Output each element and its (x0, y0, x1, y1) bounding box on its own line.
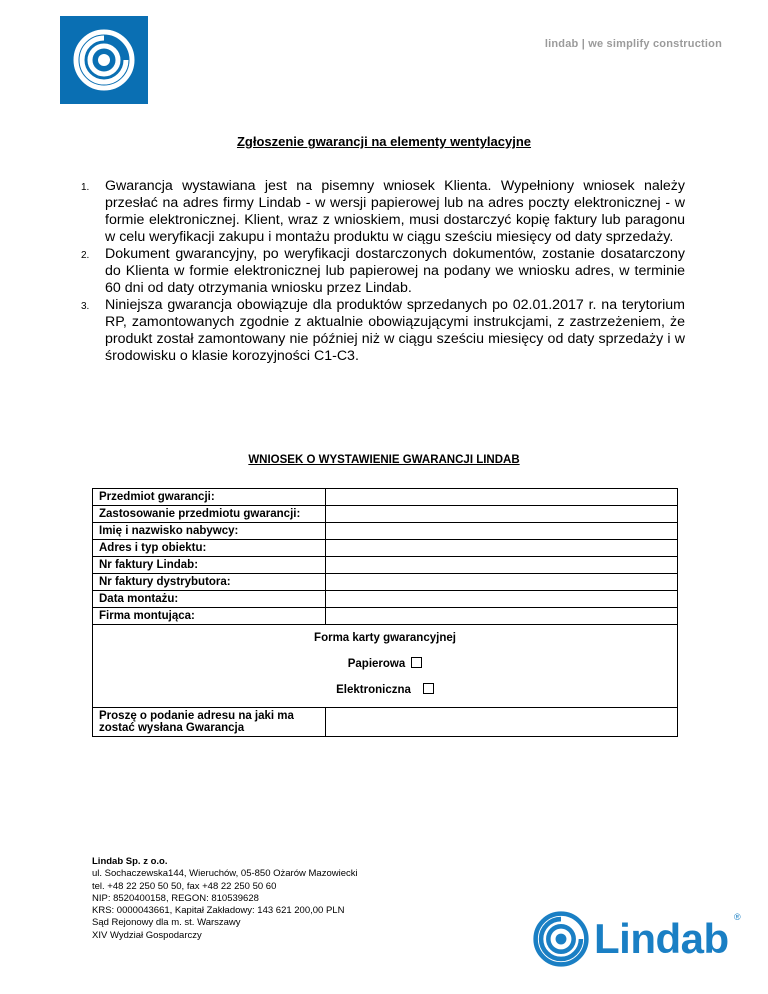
lindab-circle-icon (72, 28, 136, 92)
electronic-checkbox[interactable] (423, 683, 434, 694)
brand-wordmark: Lindab (594, 915, 729, 962)
form-input-cell[interactable] (326, 591, 678, 608)
lindab-brand-logo (532, 910, 741, 968)
company-footer (92, 856, 358, 942)
footer-line: tel. +48 22 250 50 50, fax +48 22 250 50 60 (92, 880, 277, 892)
form-input-cell[interactable] (326, 540, 678, 557)
form-input-cell[interactable] (326, 557, 678, 574)
option-paper (99, 653, 671, 679)
form-input-cell[interactable] (326, 574, 678, 591)
option-paper-label: Papierowa (347, 658, 406, 670)
list-item (81, 178, 685, 246)
page-title: Zgłoszenie gwarancji na elementy wentylacyjne (236, 134, 532, 149)
list-number: 1. (81, 182, 90, 193)
list-item (81, 297, 685, 365)
warranty-form-table (92, 488, 678, 737)
card-form-cell (93, 625, 678, 708)
paper-checkbox[interactable] (411, 657, 422, 668)
header-tagline: lindab | we simplify construction (544, 38, 722, 50)
form-label: Zastosowanie przedmiotu gwarancji: (93, 506, 326, 523)
lindab-brand-icon (532, 910, 590, 968)
list-text: Gwarancja wystawiana jest na pisemny wniosek Klienta. Wypełniony wniosek należy przesłać na adres firmy Lindab - w wersji papierowej lub na adres poczty elektronicznej - w formie elektronicznej. Klient, wraz z wnioskiem, musi dostarczyć kopię faktury lub paragonu w celu weryfikacji zakupu i montażu produktu w ciągu sześciu miesięcy od daty sprzedaży. (105, 178, 685, 245)
footer-line: XIV Wydział Gospodarczy (92, 929, 202, 941)
footer-line: NIP: 8520400158, REGON: 810539628 (92, 892, 259, 904)
list-item (81, 246, 685, 297)
form-label: Firma montująca: (93, 608, 326, 625)
footer-line: ul. Sochaczewska144, Wieruchów, 05-850 Ożarów Mazowiecki (92, 868, 358, 880)
form-label: Imię i nazwisko nabywcy: (93, 523, 326, 540)
list-number: 2. (81, 250, 90, 261)
list-text: Niniejsza gwarancja obowiązuje dla produktów sprzedanych po 02.01.2017 r. na terytorium RP, zamontowanych zgodnie z aktualnie obowiązującymi instrukcjami, z zastrzeżeniem, że produkt został zamontowany nie później niż w ciągu sześciu miesięcy od daty sprzedaży i w środowisku o klasie korozyjności C1-C3. (105, 297, 685, 364)
form-label: Przedmiot gwarancji: (93, 489, 326, 506)
address-input-cell[interactable] (326, 708, 678, 737)
registered-mark: ® (734, 912, 741, 922)
address-label: Proszę o podanie adresu na jaki ma zostać wysłana Gwarancja (93, 708, 326, 737)
form-label: Data montażu: (93, 591, 326, 608)
form-label: Nr faktury Lindab: (93, 557, 326, 574)
warranty-rules-list (81, 178, 685, 365)
form-input-cell[interactable] (326, 489, 678, 506)
list-number: 3. (81, 301, 90, 312)
form-input-cell[interactable] (326, 523, 678, 540)
option-electronic-label: Elektroniczna (336, 684, 411, 696)
footer-line: KRS: 0000043661, Kapitał Zakładowy: 143 621 200,00 PLN (92, 905, 345, 917)
lindab-logo-box (60, 16, 148, 104)
form-input-cell[interactable] (326, 506, 678, 523)
form-label: Adres i typ obiektu: (93, 540, 326, 557)
form-label: Nr faktury dystrybutora: (93, 574, 326, 591)
form-title: WNIOSEK O WYSTAWIENIE GWARANCJI LINDAB (248, 454, 520, 466)
card-form-label: Forma karty gwarancyjnej (314, 632, 456, 644)
form-input-cell[interactable] (326, 608, 678, 625)
list-text: Dokument gwarancyjny, po weryfikacji dostarczonych dokumentów, zostanie dosatarczony do Klienta w formie elektronicznej lub papierowej na podany we wniosku adres, w terminie 60 dni od daty otrzymania wniosku przez Lindab. (105, 246, 685, 296)
footer-line: Sąd Rejonowy dla m. st. Warszawy (92, 917, 241, 929)
company-name: Lindab Sp. z o.o. (92, 856, 168, 867)
option-electronic (99, 679, 671, 705)
